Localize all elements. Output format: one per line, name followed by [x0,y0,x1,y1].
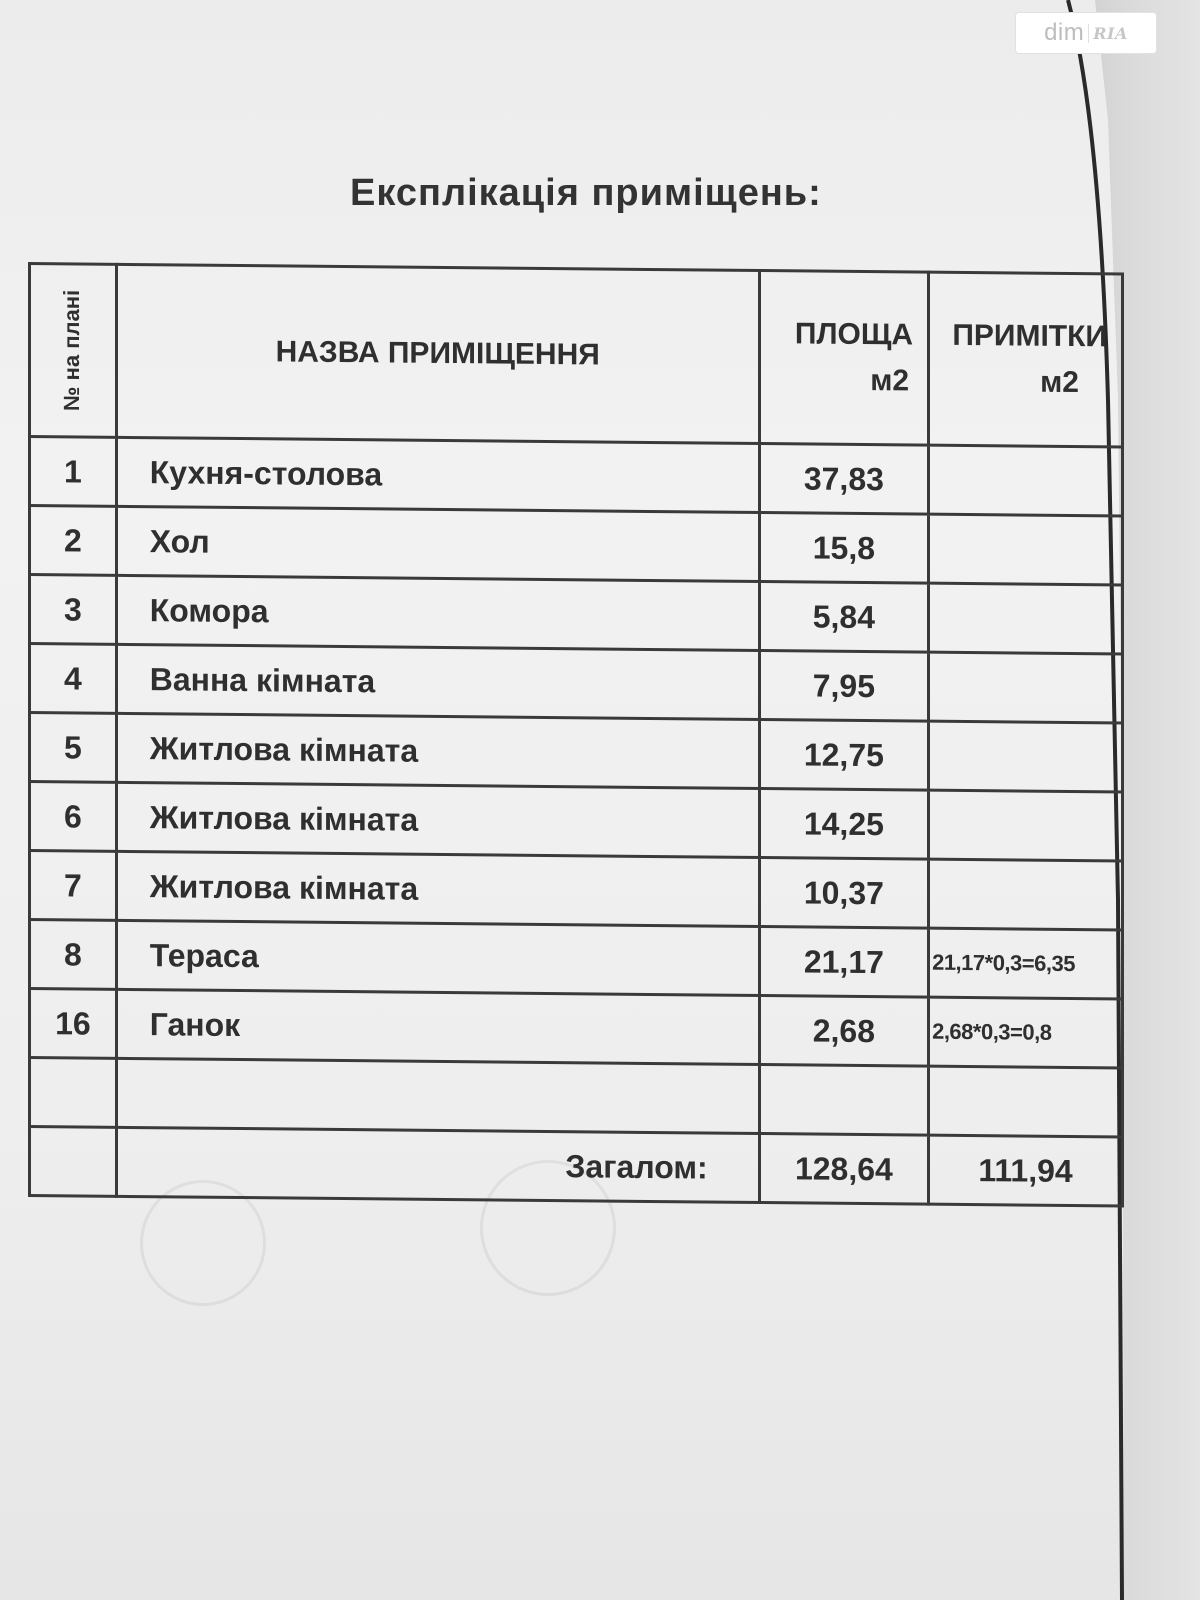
row-num: 6 [30,782,117,852]
table-row [30,437,1123,516]
table-total-row [30,1127,1123,1206]
row-name: Житлова кімната [116,782,759,857]
table-row [30,644,1123,723]
row-num: 5 [30,713,117,783]
row-num: 1 [30,437,117,507]
header-area-unit: м2 [870,364,910,398]
row-area: 2,68 [759,996,928,1067]
document-title: Експлікація приміщень: [350,172,822,214]
row-name: Хол [116,506,759,581]
row-notes [929,721,1123,792]
watermark-text: dim [1044,19,1085,46]
row-area: 21,17 [759,927,928,998]
row-num: 2 [30,506,117,576]
watermark-brand: RIA [1088,24,1128,43]
row-notes [929,1066,1123,1137]
row-area: 10,37 [759,858,928,929]
row-name: Ванна кімната [116,644,759,719]
row-area: 15,8 [759,513,928,584]
row-notes [929,514,1123,585]
row-name: Житлова кімната [116,713,759,788]
row-name: Тераса [116,920,759,995]
table-row [30,851,1123,930]
table-row [30,506,1123,585]
header-num [30,264,117,438]
table-row [30,782,1123,861]
header-num-label: № на плані [59,289,84,412]
total-label: Загалом: [116,1127,759,1202]
table-row [30,920,1123,999]
total-area: 128,64 [759,1134,928,1205]
row-name: Кухня-столова [116,437,759,512]
row-num: 7 [30,851,117,921]
table-row [30,989,1123,1068]
row-area: 14,25 [759,789,928,860]
header-notes-unit: м2 [1040,365,1079,400]
row-notes [929,583,1123,654]
explication-table [28,262,1124,1208]
header-notes-label: ПРИМІТКИ [952,318,1107,353]
row-num: 16 [30,989,117,1059]
row-notes: 21,17*0,3=6,35 [929,928,1123,999]
row-area: 5,84 [759,582,928,653]
total-num-cell [30,1127,117,1197]
row-area [759,1065,928,1136]
row-area: 37,83 [759,444,928,515]
watermark-logo [1015,12,1157,54]
header-notes [929,272,1123,447]
row-area: 12,75 [759,720,928,791]
row-notes [929,859,1123,930]
table-row [30,575,1123,654]
table-row-empty [30,1058,1123,1137]
table-header-row [30,264,1123,447]
row-name: Ганок [116,989,759,1064]
row-name: Комора [116,575,759,650]
row-num [30,1058,117,1128]
row-notes [929,445,1123,516]
row-num: 8 [30,920,117,990]
header-area [759,271,928,446]
row-notes [929,652,1123,723]
row-name [116,1058,759,1133]
row-notes: 2,68*0,3=0,8 [929,997,1123,1068]
row-area: 7,95 [759,651,928,722]
total-notes: 111,94 [929,1135,1123,1206]
row-num: 4 [30,644,117,714]
header-name: НАЗВА ПРИМІЩЕННЯ [116,264,759,443]
table-row [30,713,1123,792]
row-name: Житлова кімната [116,851,759,926]
row-notes [929,790,1123,861]
header-area-label: ПЛОЩА [794,316,914,351]
row-num: 3 [30,575,117,645]
